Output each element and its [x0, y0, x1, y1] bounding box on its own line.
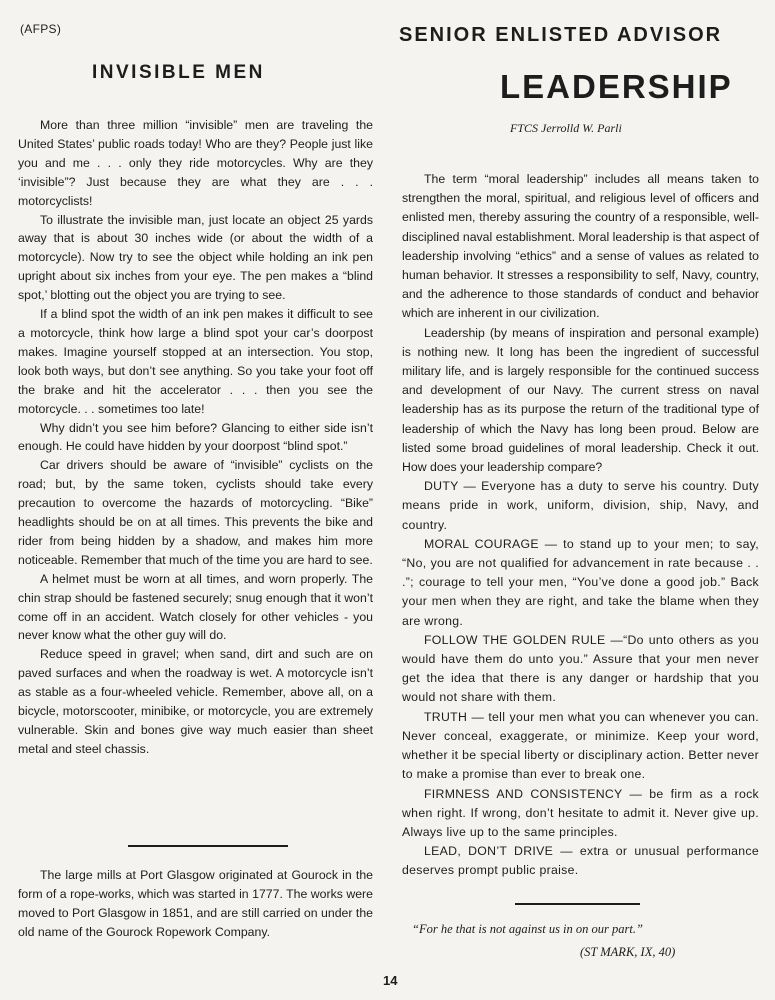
left-paragraph: To illustrate the invisible man, just locate an object 25 yards away that is about 30 inches wide (or about the width of a motorcycle). Now try to see the object while holding an ink pen upright about six inches from your eye. The pen makes a “blind spot,’ blotting out the object you are trying to see.	[18, 212, 373, 303]
right-article-title: LEADERSHIP	[500, 68, 733, 105]
right-paragraph: MORAL COURAGE — to stand up to your men; to say, “No, you are not qualified for advancement in rate because . . .”; courage to tell your men, “You’ve done a good job.” Back your men when they are right, and take the blame when they are wrong.	[402, 536, 759, 628]
left-paragraph: A helmet must be worn at all times, and worn properly. The chin strap should be fastened securely; snug enough that it won’t come off in an accident. Watch closely for other vehicles - you never know what the other guy will do.	[18, 571, 373, 643]
right-paragraph: FIRMNESS AND CONSISTENCY — be firm as a rock when right. If wrong, don’t hesitate to admit it. Never give up. Always live up to the same principles.	[402, 786, 759, 839]
scripture-quote: “For he that is not against us in on our part.”	[412, 922, 643, 936]
right-article-body	[402, 170, 759, 881]
left-paragraph: Car drivers should be aware of “invisible” cyclists on the road; but, by the same token, cyclists should take every precaution to overcome the hazards of motorcycling. “Bike” headlights should be on at all times. This prevents the bike and rider from being hidden by a shadow, and makes him more noticeable. Remember that much of the time you are hard to see.	[18, 458, 373, 567]
left-paragraph: If a blind spot the width of an ink pen makes it difficult to see a motorcycle, think how large a blind spot your car’s doorpost makes. Imagine yourself stopped at an intersection. You stop, look both ways, but don’t see anything. So you take your foot off the brake and hit the accelerator . . . then you see the motorcycle. . . sometimes too late!	[18, 307, 373, 416]
right-paragraph: The term “moral leadership” includes all means taken to strengthen the moral, spiritual, and religious level of officers and enlisted men, thereby assuring the country of a responsible, well-disciplined naval establishment. Moral leadership is that aspect of leadership involving “ethics” and a sense of values as related to human behavior. It stresses a responsibility to self, Navy, country, and the adherence to those standards of conduct and behavior which are inherent in our civilization.	[402, 172, 759, 321]
left-article-title: INVISIBLE MEN	[92, 62, 265, 83]
right-paragraph: TRUTH — tell your men what you can whenever you can. Never conceal, exaggerate, or minimize. Keep your word, whether it be special liberty or disciplinary action. Better never to make a promise than ever to break one.	[402, 709, 759, 782]
left-paragraph: More than three million “invisible” men are traveling the United States’ public roads today! Who are they? People just like you and me . . . only they ride motorcycles. Why are they ‘invisible”? Just because they are what they are . . . motorcyclists!	[18, 118, 373, 208]
left-divider	[128, 845, 288, 847]
right-paragraph: Leadership (by means of inspiration and personal example) is nothing new. It long has been the ingredient of successful military life, and is largely responsible for the continued success and development of our Navy. The current stress on naval leadership has as its purpose the return of the traditional type of leadership of which the Navy has long been proud. Below are listed some broad guidelines of moral leadership. Check it out. How does your leadership compare?	[402, 325, 759, 475]
right-divider	[515, 903, 640, 905]
left-article-body	[18, 116, 373, 759]
scripture-citation: (ST MARK, IX, 40)	[580, 945, 676, 959]
byline: FTCS Jerrolld W. Parli	[510, 121, 622, 135]
right-paragraph: FOLLOW THE GOLDEN RULE —“Do unto others as you would have them do unto you.” Assure that your men never get the idea that there is any danger or hardship that you would not share with them.	[402, 632, 759, 705]
page-number: 14	[383, 973, 398, 988]
filler-note	[18, 866, 373, 942]
source-tag: (AFPS)	[20, 22, 62, 36]
right-paragraph: LEAD, DON’T DRIVE — extra or unusual performance deserves prompt public praise.	[402, 844, 759, 878]
right-paragraph: DUTY — Everyone has a duty to serve his country. Duty means pride in work, uniform, division, ship, Navy, and country.	[402, 479, 759, 532]
filler-note-text: The large mills at Port Glasgow originated at Gourock in the form of a rope-works, which was started in 1777. The works were moved to Port Glasgow in 1851, and are still carried on under the old name of the Gourock Ropework Company.	[18, 868, 373, 939]
right-article-kicker: SENIOR ENLISTED ADVISOR	[399, 24, 723, 46]
left-paragraph: Why didn’t you see him before? Glancing to either side isn’t enough. He could have hidden by your doorpost “blind spot.”	[18, 420, 373, 454]
left-paragraph: Reduce speed in gravel; when sand, dirt and such are on paved surfaces and when the roadway is wet. A motorcycle isn’t as stable as a four-wheeled vehicle. Remember, above all, on a bicycle, motorscooter, minibike, or motorcycle, you are extremely vulnerable. Skin and bones give way much easier than sheet metal and steel chassis.	[18, 647, 373, 756]
